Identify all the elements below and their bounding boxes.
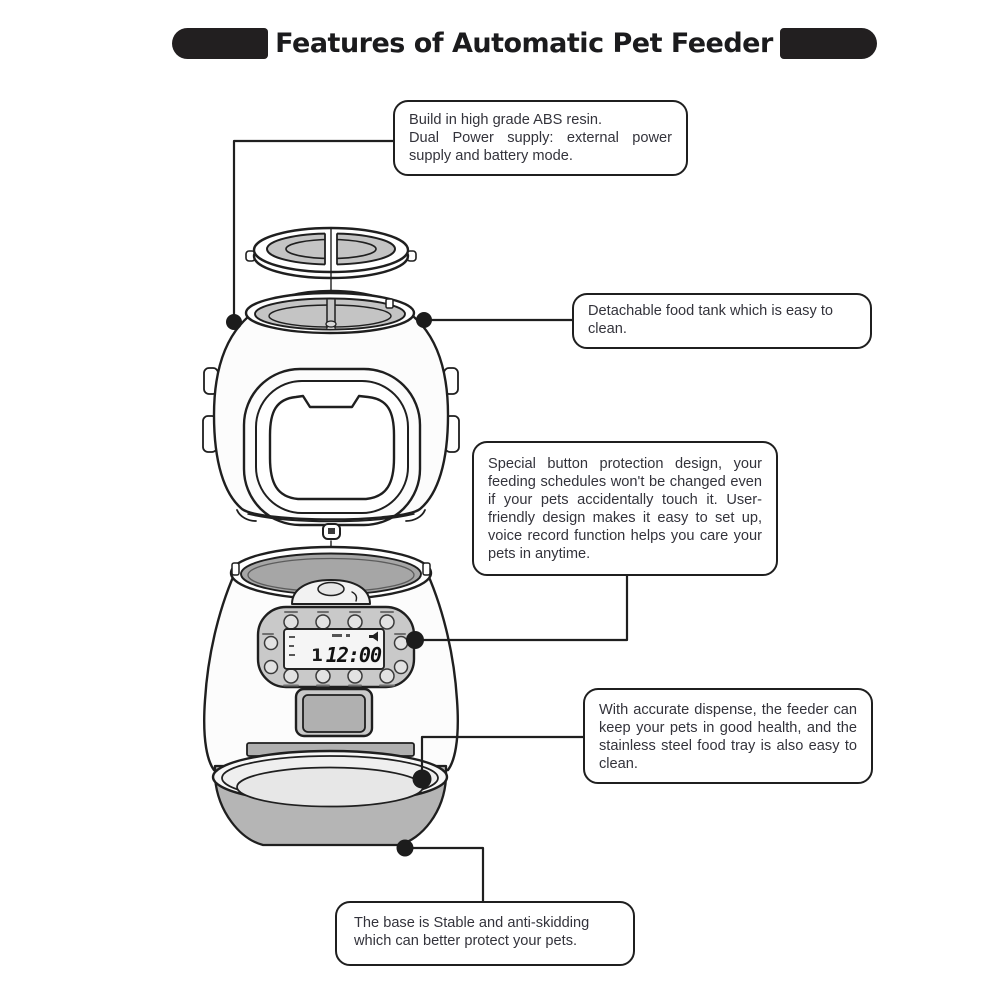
- callout-material-power: [393, 100, 688, 176]
- tank-window: [244, 369, 420, 525]
- anchor-dot: [397, 840, 414, 857]
- food-bowl: [213, 751, 447, 845]
- callout-text: Special button protection design, your feeding schedules won't be changed even if your pets accidentally touch it. User-friendly design makes it easy to set up, voice record function helps you care your pets in anytime.: [488, 456, 762, 563]
- tank-opening: [246, 293, 414, 333]
- callout-button-protection: [472, 441, 778, 576]
- anchor-dot: [416, 312, 432, 328]
- lcd-day: 1: [311, 646, 323, 666]
- title-bar-left: [172, 28, 268, 59]
- callout-food-tank: [572, 293, 872, 349]
- title-bar-right: [780, 28, 877, 59]
- callout-text: With accurate dispense, the feeder can keep your pets in good health, and the stainless steel food tray is also easy to clean.: [599, 702, 857, 773]
- callout-text: Dual Power supply: external power supply and battery mode.: [409, 130, 672, 165]
- callout-accurate-dispense: [583, 688, 873, 784]
- food-chute: [296, 689, 372, 736]
- leader-stable-base: [405, 848, 483, 901]
- feeder-base-unit: [204, 547, 458, 770]
- tank-connector-nub: [323, 524, 340, 539]
- stainless-tray: [237, 768, 423, 807]
- anchor-dot: [406, 631, 424, 649]
- tank-window-glass: [270, 396, 394, 499]
- anchor-dot: [413, 770, 432, 789]
- callout-text: Build in high grade ABS resin.: [409, 112, 603, 128]
- lcd-time: 12:00: [325, 643, 381, 667]
- food-tank: [203, 291, 459, 539]
- callout-stable-base: [335, 901, 635, 966]
- lcd-display: [284, 629, 384, 669]
- page-title: Features of Automatic Pet Feeder: [275, 27, 773, 59]
- callout-text: The base is Stable and anti-skidding which can better protect your pets.: [354, 915, 590, 950]
- callout-text: Detachable food tank which is easy to clean.: [588, 303, 833, 338]
- control-panel: [258, 607, 414, 687]
- anchor-dot: [226, 314, 242, 330]
